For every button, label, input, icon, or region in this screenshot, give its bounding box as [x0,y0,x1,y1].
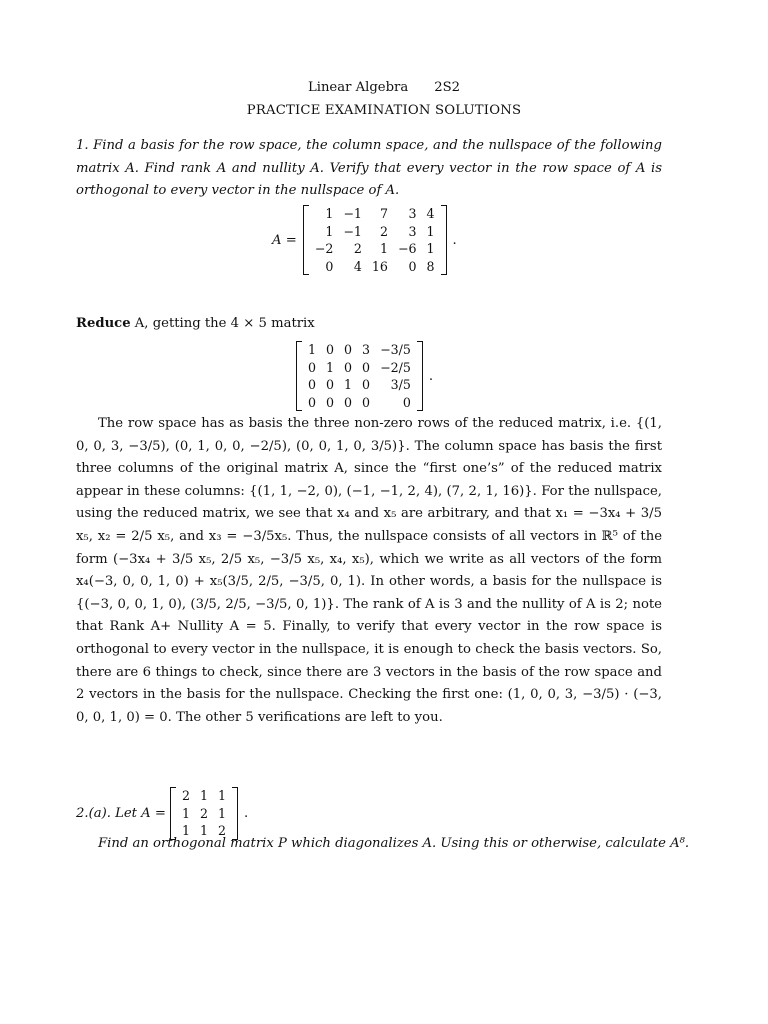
matrix-cell: 4 [426,206,435,221]
matrix-cell: 1 [426,223,435,239]
matrix-cell: −1 [343,206,362,221]
matrix-cell: 0 [344,394,353,410]
course-title: Linear Algebra [307,80,409,95]
reduced-matrix [303,341,416,411]
document-subtitle: PRACTICE EXAMINATION SOLUTIONS [246,103,522,118]
reduce-statement [76,316,315,331]
matrix-cell: 1 [217,805,226,821]
matrix-cell: 1 [199,823,208,839]
reduced-matrix-brackets [296,341,423,411]
matrix-cell: 3 [362,342,371,357]
matrix-row [303,394,416,412]
solution-paragraph: The row space has as basis the three non-zero rows of the reduced matrix, i.e. {(1, 0, 0, 3, −3/5), (0, 1, 0, 0, −2/5), (0, 0, 1, 0, 3/5)}. The column space has basis the first three columns of the original matrix A, since the “first one’s” of the reduced matrix appear in these columns: {(1, 1, −2, 0), (−1, −1, 2, 4), (7, 2, 1, 16)}. For the nullspace, using the reduced matrix, we see that x₄ and x₅ are arbitrary, and that x₁ = −3x₄ + 3/5 x₅, x₂ = 2/5 x₅, and x₃ = −3/5x₅. Thus, the nullspace consists of all vectors in ℝ⁵ of the form (−3x₄ + 3/5 x₅, 2/5 x₅, −3/5 x₅, x₄, x₅), which we write as all vectors of the form x₄(−3, 0, 0, 1, 0) + x₅(3/5, 2/5, −3/5, 0, 1). In other words, a basis for the nullspace is {(−3, 0, 0, 1, 0), (3/5, 2/5, −3/5, 0, 1)}. The rank of A is 3 and the nullity of A is 2; note that Rank A+ Nullity A = 5. Finally, to verify that every vector in the row space is orthogonal to every vector in the nullspace, it is enough to check the basis vectors. So, there are 6 things to check, since there are 3 vectors in the basis of the row space and 2 vectors in the basis for the nullspace. Checking the first one: (1, 0, 0, 3, −3/5) · (−3, 0, 0, 1, 0) = 0. The other 5 verifications are left to you. [76,416,662,725]
matrix-cell: 0 [326,377,335,393]
matrix-cell: 2 [181,788,190,803]
matrix-cell: 0 [344,359,353,375]
matrix-cell: 7 [379,206,388,221]
reduce-keyword: Reduce [76,316,131,331]
matrix-cell: −6 [397,241,417,257]
matrix-cell: 0 [344,342,353,357]
matrix-cell: 16 [371,258,388,274]
matrix-cell: 1 [325,206,334,221]
question-1-prompt: 1. Find a basis for the row space, the column space, and the nullspace of the following matrix A. Find rank A and nullity A. Verify that every vector in the row space of A is orthogonal to every vector in the nullspace of A. [76,138,662,199]
matrix-q2 [177,787,231,840]
reduce-text: A, getting the 4 × 5 matrix [130,316,315,331]
matrix-cell: 3 [408,223,417,239]
matrix-row [310,258,440,276]
matrix-cell: 0 [408,258,417,274]
matrix-cell: 1 [199,788,208,803]
matrix-a-period: . [452,232,457,248]
matrix-cell: −1 [343,223,362,239]
matrix-row [303,376,416,394]
matrix-row [310,223,440,241]
matrix-cell: 1 [426,241,435,257]
matrix-row [303,359,416,377]
course-code: 2S2 [434,80,461,95]
matrix-cell: 0 [326,342,335,357]
question-2a-statement [76,787,248,840]
matrix-cell: −2 [314,241,334,257]
matrix-cell: 0 [326,394,335,410]
matrix-cell: 0 [362,377,371,393]
matrix-cell: 2 [353,241,362,257]
matrix-q2-period: . [243,805,249,821]
matrix-cell: 0 [362,394,371,410]
matrix-row [177,805,231,823]
matrix-row [310,205,440,223]
matrix-cell: 2 [379,223,388,239]
matrix-cell: 1 [308,342,317,357]
matrix-a-label: A = [272,232,297,248]
matrix-row [310,240,440,258]
matrix-cell: 2 [217,823,226,839]
matrix-row [303,341,416,359]
matrix-cell: −3/5 [380,342,411,357]
course-header [0,80,768,95]
matrix-cell: 3 [408,206,417,221]
matrix-cell: 0 [308,377,317,393]
matrix-cell: 1 [181,823,190,839]
question-2a-label: 2.(a). Let A = [76,805,166,821]
matrix-cell: 0 [308,359,317,375]
matrix-cell: 8 [426,258,435,274]
matrix-a [310,205,440,275]
matrix-cell: 1 [344,377,353,393]
matrix-cell: 1 [325,223,334,239]
matrix-cell: 1 [326,359,335,375]
question-2a-task: Find an orthogonal matrix P which diagonalizes A. Using this or otherwise, calculate A⁸. [98,836,690,851]
matrix-cell: 1 [217,788,226,803]
matrix-cell: 2 [199,805,208,821]
reduced-matrix-display [296,341,433,411]
matrix-cell: 1 [379,241,388,257]
matrix-a-display [272,205,457,275]
matrix-cell: 0 [325,258,334,274]
reduced-matrix-period: . [428,368,434,384]
matrix-cell: 1 [181,805,190,821]
matrix-row [177,787,231,805]
matrix-cell: 0 [362,359,371,375]
matrix-cell: 4 [353,258,362,274]
matrix-cell: −2/5 [380,359,411,375]
matrix-q2-brackets [170,787,238,840]
matrix-a-brackets [303,205,447,275]
matrix-cell: 0 [308,394,317,410]
matrix-cell: 0 [402,394,411,410]
matrix-cell: 3/5 [390,377,411,393]
